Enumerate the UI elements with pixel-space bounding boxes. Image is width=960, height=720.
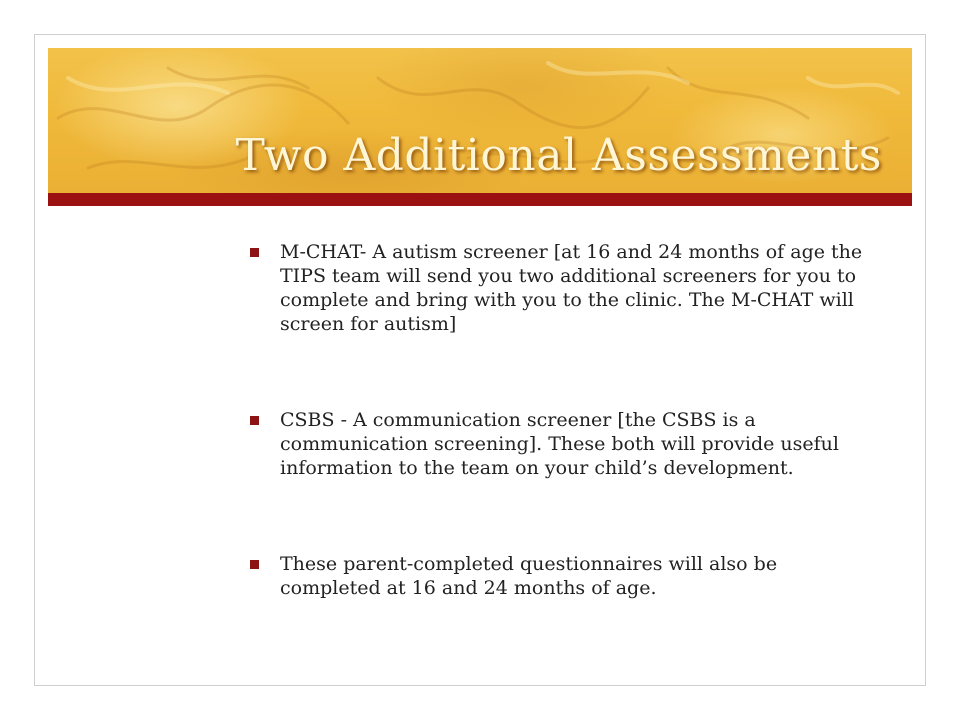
bullet-item-questionnaires: [250, 552, 880, 600]
title-accent-bar: [48, 193, 912, 206]
bullet-square-icon: [250, 248, 259, 257]
bullet-list: [250, 240, 880, 600]
bullet-square-icon: [250, 416, 259, 425]
bullet-square-icon: [250, 560, 259, 569]
title-banner: [48, 48, 912, 193]
slide-title: Two Additional Assessments: [235, 130, 882, 181]
bullet-item-mchat: [250, 240, 880, 336]
bullet-text: M-CHAT- A autism screener [at 16 and 24 months of age the TIPS team will send you two additional screeners for you to complete and bring with you to the clinic. The M-CHAT will screen for autism]: [280, 241, 863, 335]
bullet-item-csbs: [250, 408, 880, 480]
bullet-text: These parent-completed questionnaires will also be completed at 16 and 24 months of age.: [280, 553, 778, 599]
bullet-text: CSBS - A communication screener [the CSBS is a communication screening]. These both will provide useful information to the team on your child’s development.: [280, 409, 839, 479]
